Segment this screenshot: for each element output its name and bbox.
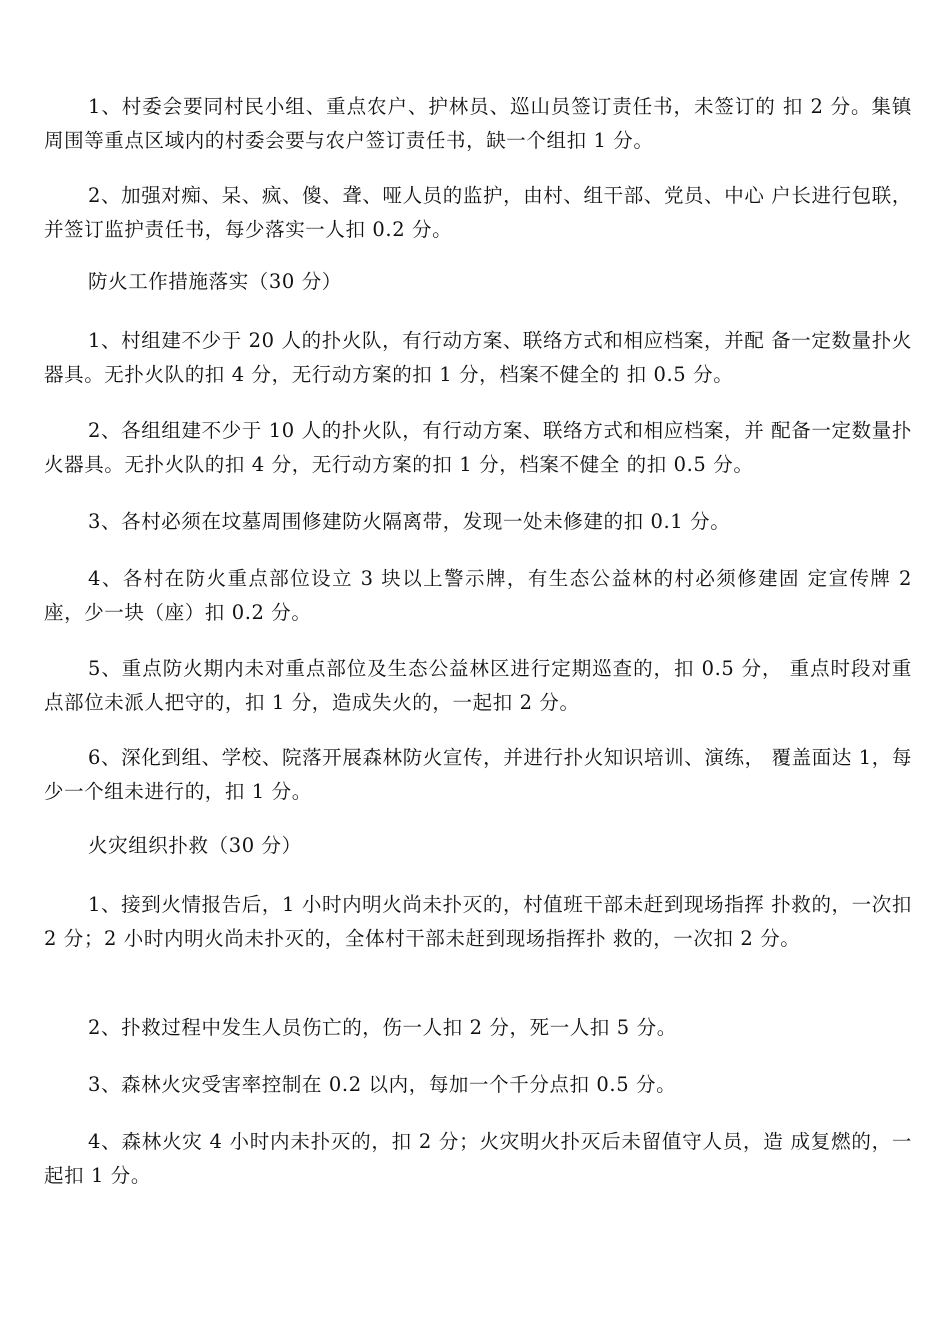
- section-heading-fire-prevention: 防火工作措施落实（30 分）: [88, 270, 342, 293]
- clause-extinguish-duration: 4、森林火灾 4 小时内未扑灭的，扣 2 分；火灾明火扑灭后未留值守人员，造 成复燃的，一起扣 1 分。: [44, 1130, 912, 1187]
- clause-group-fire-team: 2、各组组建不少于 10 人的扑火队，有行动方案、联络方式和相应档案，并 配备一定数量扑火器具。无扑火队的扣 4 分，无行动方案的扣 1 分，档案不健全 的扣 0.5 分。: [44, 419, 912, 476]
- clause-casualties: 2、扑救过程中发生人员伤亡的，伤一人扣 2 分，死一人扣 5 分。: [88, 1016, 677, 1039]
- clause-publicity-training: 6、深化到组、学校、院落开展森林防火宣传，并进行扑火知识培训、演练， 覆盖面达 1，每少一个组未进行的，扣 1 分。: [44, 746, 912, 803]
- clause-response-time: 1、接到火情报告后，1 小时内明火尚未扑灭的，村值班干部未赶到现场指挥 扑救的，一次扣 2 分；2 小时内明火尚未扑灭的，全体村干部未赶到现场指挥扑 救的，一次扣 2 分。: [44, 893, 912, 950]
- clause-guardian-supervision: 2、加强对痴、呆、疯、傻、聋、哑人员的监护，由村、组干部、党员、中心 户长进行包联，并签订监护责任书，每少落实一人扣 0.2 分。: [44, 184, 912, 241]
- section-heading-fire-fighting: 火灾组织扑救（30 分）: [88, 834, 302, 857]
- clause-responsibility-agreement: 1、村委会要同村民小组、重点农户、护林员、巡山员签订责任书，未签订的 扣 2 分。集镇周围等重点区域内的村委会要与农户签订责任书，缺一个组扣 1 分。: [44, 95, 912, 152]
- clause-warning-signs: 4、各村在防火重点部位设立 3 块以上警示牌，有生态公益林的村必须修建固 定宣传牌 2 座，少一块（座）扣 0.2 分。: [44, 567, 912, 624]
- clause-firebreak: 3、各村必须在坟墓周围修建防火隔离带，发现一处未修建的扣 0.1 分。: [88, 510, 731, 533]
- clause-damage-rate: 3、森林火灾受害率控制在 0.2 以内，每加一个千分点扣 0.5 分。: [88, 1073, 677, 1096]
- clause-patrol: 5、重点防火期内未对重点部位及生态公益林区进行定期巡查的，扣 0.5 分， 重点时段对重点部位未派人把守的，扣 1 分，造成失火的，一起扣 2 分。: [44, 657, 912, 714]
- clause-village-fire-team: 1、村组建不少于 20 人的扑火队，有行动方案、联络方式和相应档案，并配 备一定数量扑火器具。无扑火队的扣 4 分，无行动方案的扣 1 分，档案不健全的 扣 0.5 分。: [44, 329, 912, 386]
